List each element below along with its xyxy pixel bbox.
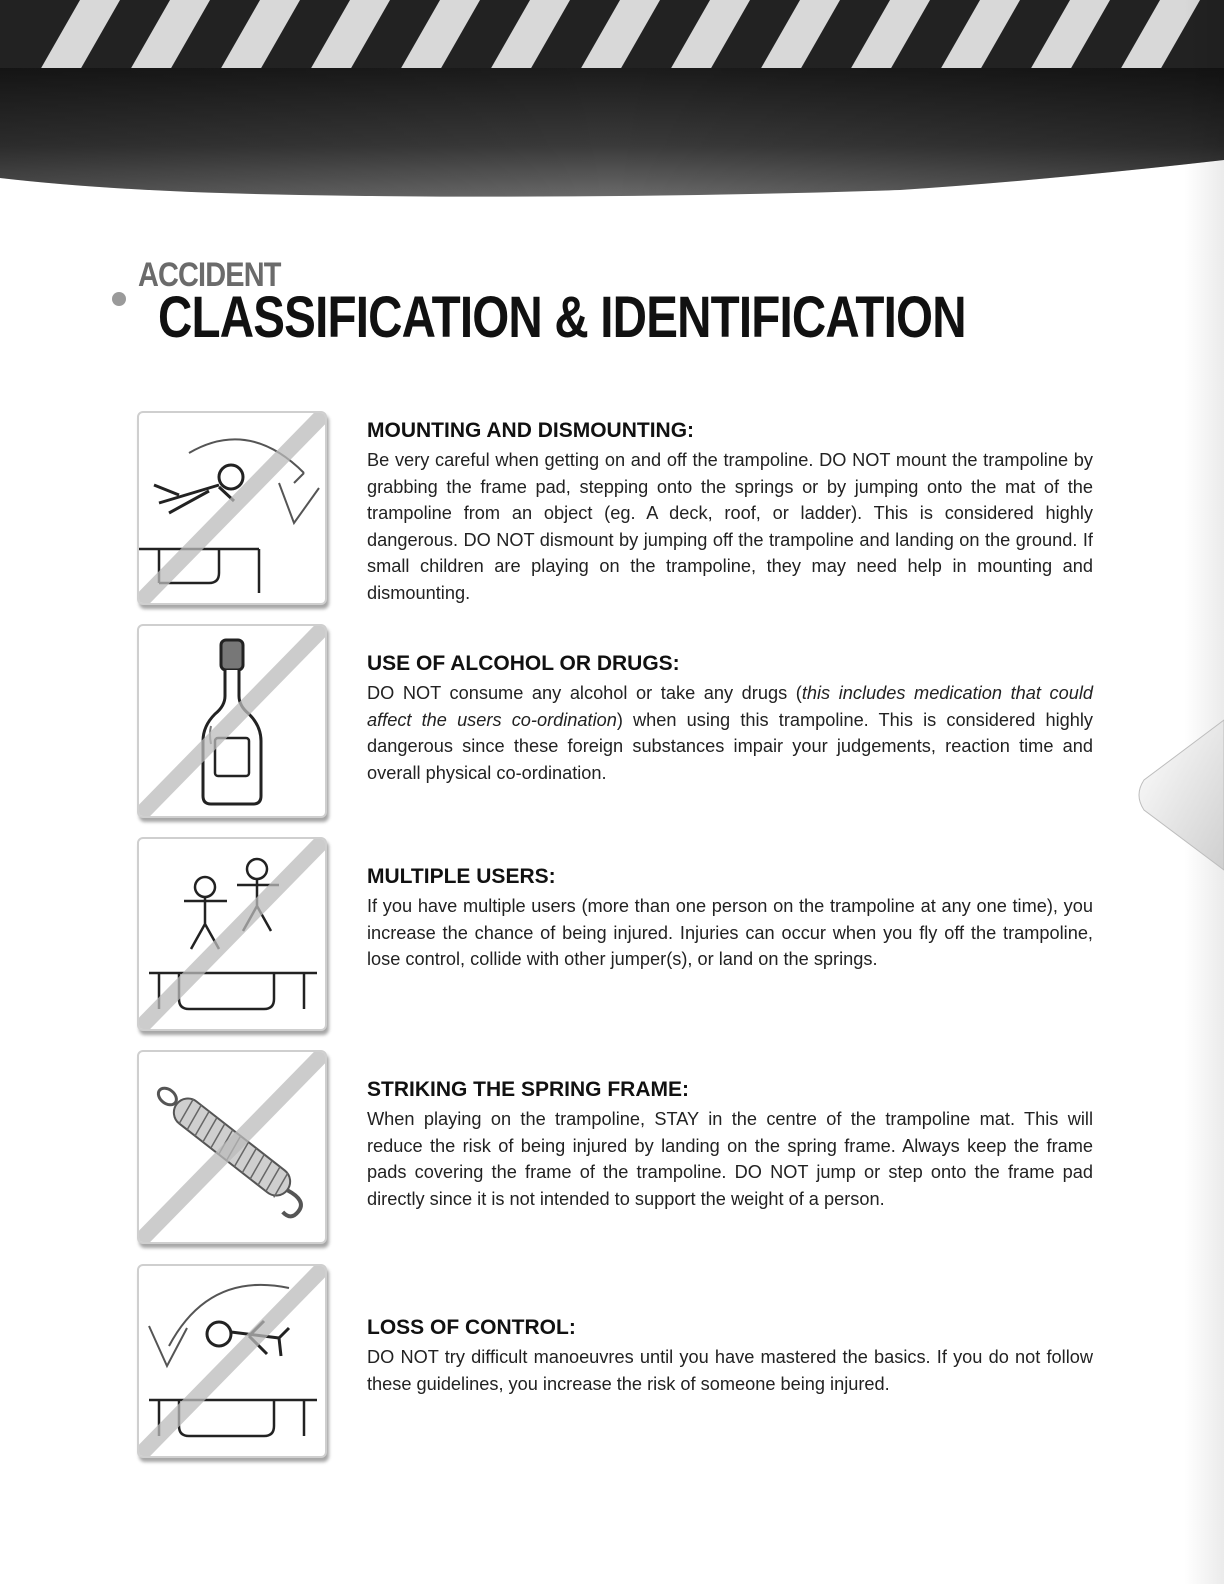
- section-heading: MOUNTING AND DISMOUNTING:: [367, 419, 695, 442]
- header-band: [0, 0, 1224, 200]
- section-heading: MULTIPLE USERS:: [367, 865, 556, 888]
- section-body: DO NOT try difficult manoeuvres until you have mastered the basics. If you do not follow these guidelines, you increase the risk of someone being injured.: [367, 1347, 1093, 1394]
- section-body: Be very careful when getting on and off the trampoline. DO NOT mount the trampoline by grabbing the frame pad, stepping onto the springs or by jumping onto the mat of the trampoline from an object (eg. A deck, roof, or ladder). This is considered highly dangerous. DO NOT dismount by jumping off the trampoline and landing on the ground. If small children are playing on the trampoline, they may need help in mounting and dismounting.: [367, 450, 1093, 603]
- page-side-tab: [1134, 700, 1224, 890]
- section-heading: USE OF ALCOHOL OR DRUGS:: [367, 652, 680, 675]
- multiple-users-icon: [137, 837, 327, 1031]
- loss-of-control-icon: [137, 1264, 327, 1458]
- spring-icon: [137, 1050, 327, 1244]
- title-bullet: [112, 292, 126, 306]
- section-body: If you have multiple users (more than one person on the trampoline at any one time), you increase the chance of being injured. Injuries can occur when you fly off the trampoline, lose control, collide with other jumper(s), or land on the springs.: [367, 896, 1093, 969]
- alcohol-bottle-icon: [137, 624, 327, 818]
- section-body: [367, 680, 1093, 786]
- section-heading: LOSS OF CONTROL:: [367, 1316, 576, 1339]
- title-large: CLASSIFICATION & IDENTIFICATION: [158, 285, 966, 350]
- title-small: ACCIDENT: [138, 256, 281, 294]
- body-italic-text: this includes medication that could affect the users co-ordination: [367, 683, 1093, 730]
- body-text: DO NOT consume any alcohol or take any drugs (: [367, 683, 802, 703]
- body-text: ) when using this trampoline. This is considered highly dangerous since these foreign substances impair your judgements, reaction time and overall physical co-ordination.: [367, 709, 1093, 783]
- section-body: When playing on the trampoline, STAY in the centre of the trampoline mat. This will reduce the risk of being injured by landing on the spring frame. Always keep the frame pads covering the frame of the trampoline. DO NOT jump or step onto the frame pad directly since it is not intended to support the weight of a person.: [367, 1109, 1093, 1209]
- mounting-icon: [137, 411, 327, 605]
- section-heading: STRIKING THE SPRING FRAME:: [367, 1078, 690, 1101]
